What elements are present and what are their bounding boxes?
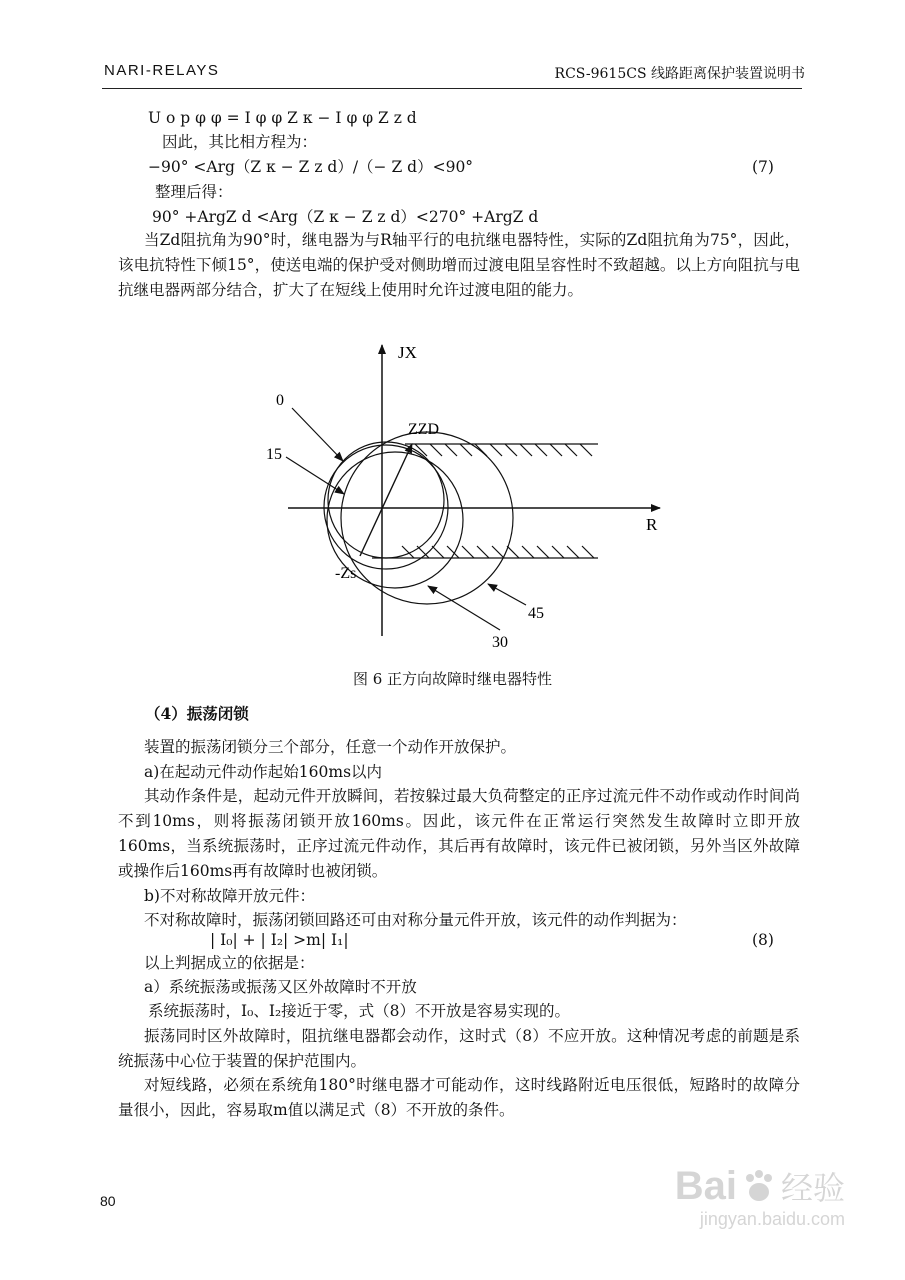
paw-icon bbox=[741, 1168, 777, 1204]
arrow-45 bbox=[488, 584, 526, 605]
paragraph-6: 以上判据成立的依据是： bbox=[144, 954, 315, 972]
label-15: 15 bbox=[266, 446, 282, 463]
header-right: RCS-9615CS 线路距离保护装置说明书 bbox=[554, 66, 805, 82]
header-rule bbox=[102, 88, 802, 89]
reactance-paragraph: 当Zd阻抗角为90°时，继电器为与R轴平行的电抗继电器特性，实际的Zd阻抗角为75°，因此，该电抗特性下倾15°，使送电端的保护受对侧助增而过渡电阻呈容性时不致超越。以上方向阻抗与电抗继电器两部分结合，扩大了在短线上使用时允许过渡电阻的能力。 bbox=[118, 231, 800, 299]
header-left: NARI-RELAYS bbox=[104, 62, 220, 79]
zs-label: -Zs bbox=[335, 565, 357, 582]
page-number: 80 bbox=[100, 1193, 116, 1209]
section-heading: （4）振荡闭锁 bbox=[145, 704, 249, 723]
equation-7b: 90° +ArgZ d <Arg（Z ᴋ − Z z d）<270° +ArgZ d bbox=[152, 208, 539, 226]
r-axis-label: R bbox=[646, 515, 658, 534]
label-30: 30 bbox=[492, 634, 508, 651]
watermark-brand: Bai bbox=[674, 1163, 737, 1208]
jx-axis-label: JX bbox=[398, 343, 417, 362]
circle-15 bbox=[324, 445, 448, 569]
relay-characteristic-figure bbox=[0, 330, 905, 660]
paragraph-2: a)在起动元件动作起始160ms以内 bbox=[144, 763, 383, 781]
paragraph-1: 装置的振荡闭锁分三个部分，任意一个动作开放保护。 bbox=[144, 738, 517, 756]
equation-uop: U o p φ φ = I φ φ Z ᴋ − I φ φ Z z d bbox=[148, 109, 417, 127]
zzd-label: ZZD bbox=[408, 421, 440, 438]
reactance-line-lower bbox=[372, 546, 598, 558]
paragraph-5: 不对称故障时，振荡闭锁回路还可由对称分量元件开放，该元件的动作判据为： bbox=[144, 911, 687, 929]
paragraph-10: 对短线路，必须在系统角180°时继电器才可能动作，这时线路附近电压很低，短路时的故障分量很小，因此，容易取m值以满足式（8）不开放的条件。 bbox=[118, 1076, 800, 1119]
label-0: 0 bbox=[276, 392, 284, 409]
equation-8: | I₀| + | I₂| >m| I₁| bbox=[210, 931, 349, 949]
paragraph-9: 振荡同时区外故障时，阻抗继电器都会动作，这时式（8）不应开放。这种情况考虑的前题是系统振荡中心位于装置的保护范围内。 bbox=[118, 1027, 800, 1070]
baidu-watermark bbox=[675, 1163, 845, 1230]
equation-7-number: (7) bbox=[752, 158, 774, 176]
reactance-line-upper bbox=[405, 444, 598, 456]
paragraph-3: 其动作条件是，起动元件开放瞬间，若按躲过最大负荷整定的正序过流元件不动作或动作时间尚不到10ms，则将振荡闭锁开放160ms。因此，该元件在正常运行突然发生故障时立即开放160ms，当系统振荡时，正序过流元件动作，其后再有故障时，该元件已被闭锁，另外当区外故障或操作后160ms再有故障时也被闭锁。 bbox=[118, 787, 800, 880]
intro-rearranged: 整理后得： bbox=[155, 183, 233, 201]
arrow-0 bbox=[292, 408, 343, 461]
intro-compare-equation: 因此，其比相方程为： bbox=[162, 133, 318, 151]
paragraph-4: b)不对称故障开放元件： bbox=[144, 887, 315, 905]
equation-7: −90° <Arg（Z ᴋ − Z z d）/（− Z d）<90° bbox=[148, 158, 474, 176]
watermark-url: jingyan.baidu.com bbox=[699, 1209, 845, 1229]
paragraph-8: 系统振荡时，I₀、I₂接近于零，式（8）不开放是容易实现的。 bbox=[148, 1002, 571, 1020]
arrow-15 bbox=[286, 457, 344, 494]
label-45: 45 bbox=[528, 605, 544, 622]
paragraph-7: a）系统振荡或振荡又区外故障时不开放 bbox=[144, 978, 417, 996]
watermark-brand-cn: 经验 bbox=[780, 1169, 845, 1207]
zzd-vector bbox=[360, 444, 412, 556]
figure-caption: 图 6 正方向故障时继电器特性 bbox=[352, 670, 553, 688]
equation-8-number: (8) bbox=[752, 931, 774, 949]
arrow-30 bbox=[428, 586, 500, 630]
